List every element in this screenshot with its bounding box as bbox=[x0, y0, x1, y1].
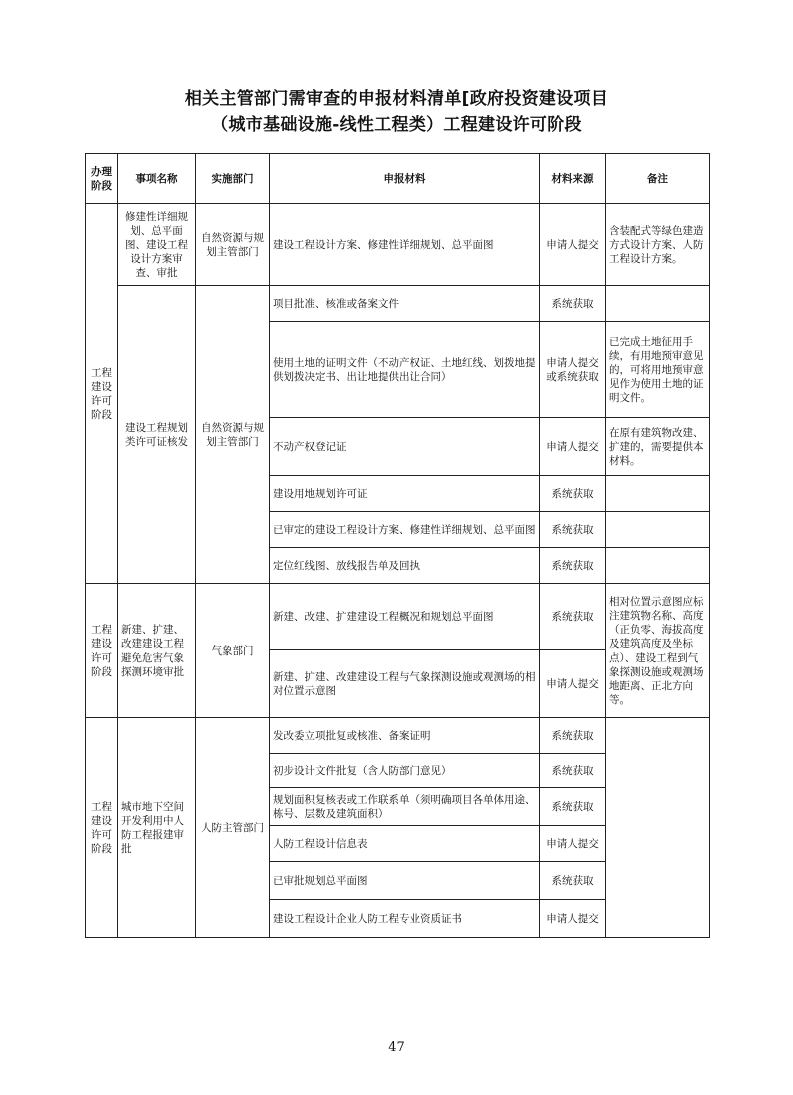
material-cell: 建设工程设计方案、修建性详细规划、总平面图 bbox=[270, 204, 540, 286]
table-header-row bbox=[86, 154, 710, 204]
source-cell: 申请人提交 bbox=[540, 418, 606, 476]
remark-cell bbox=[606, 718, 710, 938]
header-remark: 备注 bbox=[606, 154, 710, 204]
header-item: 事项名称 bbox=[118, 154, 196, 204]
header-dept: 实施部门 bbox=[196, 154, 270, 204]
remark-cell bbox=[606, 286, 710, 322]
material-cell: 已审定的建设工程设计方案、修建性详细规划、总平面图 bbox=[270, 512, 540, 548]
title-line-1: 相关主管部门需审查的申报材料清单[政府投资建设项目 bbox=[184, 89, 609, 109]
source-cell: 系统获取 bbox=[540, 788, 606, 826]
stage-cell: 工程建设许可阶段 bbox=[86, 718, 118, 938]
materials-table bbox=[85, 153, 710, 938]
dept-cell: 自然资源与规划主管部门 bbox=[196, 204, 270, 286]
material-cell: 发改委立项批复或核准、备案证明 bbox=[270, 718, 540, 754]
source-cell: 申请人提交 bbox=[540, 650, 606, 718]
material-cell: 初步设计文件批复（含人防部门意见） bbox=[270, 754, 540, 788]
header-stage: 办理阶段 bbox=[86, 154, 118, 204]
material-cell: 不动产权登记证 bbox=[270, 418, 540, 476]
source-cell: 系统获取 bbox=[540, 584, 606, 650]
item-cell: 建设工程规划类许可证核发 bbox=[118, 286, 196, 584]
stage-cell: 工程建设许可阶段 bbox=[86, 204, 118, 584]
table-row bbox=[86, 718, 710, 754]
remark-cell: 已完成土地征用手续，有用地预审意见的，可将用地预审意见作为使用土地的证明文件。 bbox=[606, 322, 710, 418]
material-cell: 人防工程设计信息表 bbox=[270, 826, 540, 862]
source-cell: 系统获取 bbox=[540, 286, 606, 322]
source-cell: 系统获取 bbox=[540, 512, 606, 548]
source-cell: 系统获取 bbox=[540, 862, 606, 900]
table-row bbox=[86, 286, 710, 322]
source-cell: 申请人提交 bbox=[540, 900, 606, 938]
page-number: 47 bbox=[388, 1040, 405, 1055]
material-cell: 已审批规划总平面图 bbox=[270, 862, 540, 900]
material-cell: 规划面积复核表或工作联系单（须明确项目各单体用途、栋号、层数及建筑面积） bbox=[270, 788, 540, 826]
stage-cell: 工程建设许可阶段 bbox=[86, 584, 118, 718]
table-row bbox=[86, 204, 710, 286]
material-cell: 新建、扩建、改建建设工程与气象探测设施或观测场的相对位置示意图 bbox=[270, 650, 540, 718]
dept-cell: 气象部门 bbox=[196, 584, 270, 718]
remark-cell bbox=[606, 512, 710, 548]
material-cell: 建设工程设计企业人防工程专业资质证书 bbox=[270, 900, 540, 938]
item-cell: 新建、扩建、改建建设工程避免危害气象探测环境审批 bbox=[118, 584, 196, 718]
dept-cell: 人防主管部门 bbox=[196, 718, 270, 938]
remark-cell: 相对位置示意图应标注建筑物名称、高度（正负零、海拔高度及建筑高度及坐标点）、建设工程到气象探测设施或观测场地距离、正北方向等。 bbox=[606, 584, 710, 718]
source-cell: 系统获取 bbox=[540, 718, 606, 754]
document-title bbox=[0, 86, 793, 138]
table-row bbox=[86, 584, 710, 650]
material-cell: 新建、改建、扩建建设工程概况和规划总平面图 bbox=[270, 584, 540, 650]
material-cell: 使用土地的证明文件（不动产权证、土地红线、划拨地提供划拨决定书、出让地提供出让合同） bbox=[270, 322, 540, 418]
remark-cell: 在原有建筑物改建、扩建的，需要提供本材料。 bbox=[606, 418, 710, 476]
item-cell: 城市地下空间开发利用中人防工程报建审批 bbox=[118, 718, 196, 938]
source-cell: 申请人提交 bbox=[540, 826, 606, 862]
material-cell: 项目批准、核准或备案文件 bbox=[270, 286, 540, 322]
material-cell: 定位红线图、放线报告单及回执 bbox=[270, 548, 540, 584]
source-cell: 系统获取 bbox=[540, 754, 606, 788]
item-cell: 修建性详细规划、总平面图、建设工程设计方案审查、审批 bbox=[118, 204, 196, 286]
remark-cell bbox=[606, 476, 710, 512]
source-cell: 系统获取 bbox=[540, 476, 606, 512]
header-material: 申报材料 bbox=[270, 154, 540, 204]
dept-cell: 自然资源与规划主管部门 bbox=[196, 286, 270, 584]
source-cell: 申请人提交或系统获取 bbox=[540, 322, 606, 418]
source-cell: 申请人提交 bbox=[540, 204, 606, 286]
material-cell: 建设用地规划许可证 bbox=[270, 476, 540, 512]
title-line-2: （城市基础设施-线性工程类）工程建设许可阶段 bbox=[211, 115, 582, 135]
source-cell: 系统获取 bbox=[540, 548, 606, 584]
remark-cell: 含装配式等绿色建造方式设计方案、人防工程设计方案。 bbox=[606, 204, 710, 286]
remark-cell bbox=[606, 548, 710, 584]
header-source: 材料来源 bbox=[540, 154, 606, 204]
